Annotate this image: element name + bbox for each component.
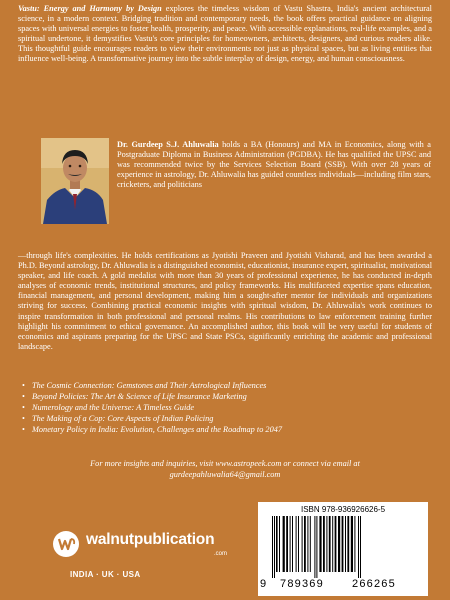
- barcode-bar: [319, 516, 321, 572]
- book-title: Vastu: Energy and Harmony by Design: [18, 4, 162, 13]
- list-item: • Monetary Policy in India: Evolution, Challenges and the Roadmap to 2047: [22, 424, 283, 434]
- barcode-bar: [276, 516, 278, 572]
- barcode-bar: [283, 516, 285, 572]
- barcode-bar: [286, 516, 288, 572]
- barcode-bar: [298, 516, 299, 572]
- barcode-bar: [272, 516, 273, 578]
- barcode-bar: [347, 516, 349, 572]
- walnut-logo-icon: [52, 530, 80, 558]
- barcode-bar: [326, 516, 327, 572]
- publisher-logo: [52, 529, 242, 561]
- list-item: • Numerology and the Universe: A Timeless Guide: [22, 402, 195, 412]
- barcode-bar: [316, 516, 317, 578]
- bullet-icon: •: [22, 402, 25, 412]
- bullet-icon: •: [22, 391, 25, 401]
- barcode-bar: [351, 516, 353, 572]
- author-bio-intro: [117, 140, 431, 190]
- barcode-bar: [354, 516, 355, 572]
- author-bio-continued: —through life's complexities. He holds certifications as Jyotishi Praveen and Jyotishi Visharad, and has been awarded a Ph.D. Beyond astrology, Dr. Ahluwalia is a distinguished economist, educationist, insurance expert, spiritualist, motivational speaker, and life coach. A gold medalist with more than 30 years of professional experience, he has conducted in-depth analyses of economic trends, institutional structures, and policy frameworks. His multifaceted expertise spans education, financial management, and personal development, making him a sought-after mentor for individuals and organizations striving for success. Combining practical economic insights with spiritual wisdom, Dr. Ahluwalia's work continues to inspire transformation in both professional and personal realms. His contributions to law enforcement training further highlight his commitment to ethical governance. An accomplished author, this book will be very useful for students of economics and aspirants preparing for the UPSC and State PSCs, significantly enriching the academic and professional landscape.: [18, 251, 433, 351]
- barcode-bar: [292, 516, 293, 572]
- description-text: explores the timeless wisdom of Vastu Shastra, India's ancient architectural science, in a modern context. Bridging tradition and contemporary needs, the book offers practical guidance on aligning spaces with universal energies to foster health, prosperity, and peace. With accessible explanations, real-life examples, and a spiritual undertone, it demystifies Vastu's core principles for homeowners, architects, designers, and curious readers alike. This thoughtful guide encourages readers to view their environments not just as physical spaces, but as living entities that influence well-being. A transformative journey into the subtle interplay of design, energy, and human consciousness.: [18, 4, 432, 64]
- bullet-icon: •: [22, 413, 25, 423]
- barcode-bar: [307, 516, 308, 572]
- author-bio-text: holds a BA (Honours) and MA in Economics, along with a Postgraduate Diploma in Business Administration (PGDBA). He has qualified the UPSC and was recommended twice by the Services Selection Board (SSB). With over 28 years of experience in astrology, Dr. Ahluwalia has guided countless individuals—including film stars, cricketers, and politicians: [117, 140, 431, 190]
- barcode-bar: [338, 516, 340, 572]
- publisher-name: walnutpublication: [86, 531, 215, 548]
- barcode-bar: [323, 516, 325, 572]
- isbn-barcode: ISBN 978-936926626-5 9 789369 266265: [258, 502, 428, 596]
- barcode-bar: [304, 516, 306, 572]
- list-item: • The Making of a Cop: Core Aspects of Indian Policing: [22, 413, 214, 423]
- list-item: • Beyond Policies: The Art & Science of Life Insurance Marketing: [22, 391, 247, 401]
- barcode-bar: [290, 516, 291, 572]
- barcode-bars: [268, 516, 418, 578]
- barcode-bar: [342, 516, 344, 572]
- barcode-bar: [358, 516, 359, 578]
- isbn-label: ISBN 978-936926626-5: [300, 505, 386, 514]
- barcode-bar: [302, 516, 303, 572]
- contact-info: For more insights and inquiries, visit www.astropeek.com or connect via email at gurdeepahluwalia64@gmail.com: [90, 459, 360, 479]
- barcode-bar: [332, 516, 333, 572]
- barcode-bar: [345, 516, 346, 572]
- author-name: Dr. Gurdeep S.J. Ahluwalia: [117, 140, 219, 149]
- barcode-bar: [310, 516, 311, 572]
- author-photo: [41, 138, 109, 224]
- bullet-icon: •: [22, 381, 25, 390]
- list-item: • The Cosmic Connection: Gemstones and Their Astrological Influences: [22, 381, 267, 390]
- publisher-domain: .com: [214, 551, 228, 557]
- publisher-regions: INDIA · UK · USA: [70, 570, 141, 579]
- barcode-bar: [314, 516, 315, 578]
- barcode-bar: [329, 516, 331, 572]
- barcode-bar: [360, 516, 361, 578]
- book-list: [18, 381, 432, 436]
- bullet-icon: •: [22, 424, 25, 434]
- barcode-bar: [296, 516, 297, 572]
- barcode-bar: [335, 516, 337, 572]
- book-description: [18, 4, 432, 65]
- barcode-bar: [274, 516, 275, 578]
- barcode-bar: [279, 516, 280, 572]
